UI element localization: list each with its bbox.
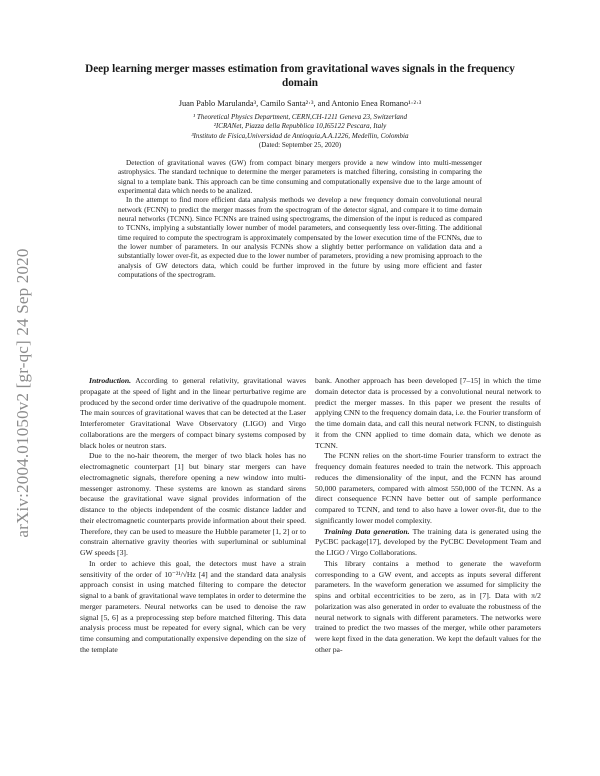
affiliation-antioquia: ³Instituto de Fisica,Universidad de Antioquia,A.A.1226, Medellin, Colombia bbox=[191, 131, 409, 140]
training-data-paragraph bbox=[315, 527, 541, 559]
body-paragraph: The FCNN relies on the short-time Fourier transform to extract the frequency domain features needed to train the network. This approach reduces the dimensionality of the input, and the FCNN has around 50,000 parameters, compared with almost 550,000 of the TCNN. As a direct consequence FCNN have better out of sample performance compared to TCNN, and tend to also have a lower over-fit, due to the significantly lower model complexity. bbox=[315, 451, 541, 525]
arxiv-stamp bbox=[8, 190, 38, 596]
arxiv-stamp-text: arXiv:2004.01050v2 [gr-qc] 24 Sep 2020 bbox=[13, 248, 32, 538]
body-paragraph: bank. Another approach has been developed [7–15] in which the time domain detector data is processed by a convolutional neural network to predict the merger masses. In this paper we present the results of applying CNN to the frequency domain data, i.e. the Fourier transform of the time domain data, and call this neural network FCNN, to distinguish it from the CNN applied to time domain data, which we denote as TCNN. bbox=[315, 376, 541, 450]
dated-line: (Dated: September 25, 2020) bbox=[258, 140, 342, 149]
affiliation-icranet: ²ICRANet, Piazza della Repubblica 10,I65122 Pescara, Italy bbox=[213, 122, 387, 131]
right-column bbox=[315, 376, 541, 656]
affiliation-cern: ¹ Theoretical Physics Department, CERN,CH-1211 Geneva 23, Switzerland bbox=[192, 113, 408, 121]
body-paragraph: This library contains a method to generate the waveform corresponding to a GW event, and accepts as inputs several different parameters. In the waveform generation we assumed for simplicity the spins and orbital eccentricities to be zero, as in [7]. Data with π/2 polarization was also generated in order to evaluate the robustness of the neural network to signals with different parameters. The networks were trained to predict the two masses of the merger, while other parameters were kept fixed in the data generation. We kept the default values for the other pa- bbox=[315, 558, 541, 654]
training-data-text: The training data is generated using the PyCBC package[17], developed by the PyCBC Development Team and the LIGO / Virgo Collaborations. bbox=[315, 526, 541, 557]
introduction-text: According to general relativity, gravitational waves propagate at the speed of light and in the linear perturbative regime are produced by the second order time derivative of the quadrupole moment. The main sources of gravitational waves that can be detected at the Laser Interferometer Gravitational Wave Observatory (LIGO) and Virgo collaborations are the mergers of compact binary systems composed by black holes or neutron stars. bbox=[80, 376, 307, 450]
author-list: Juan Pablo Marulanda³, Camilo Santa²·³, and Antonio Enea Romano¹·²·³ bbox=[178, 99, 422, 108]
introduction-heading: Introduction. bbox=[89, 376, 132, 385]
left-column bbox=[80, 376, 306, 656]
introduction-paragraph bbox=[80, 376, 306, 451]
abstract-paragraph: Detection of gravitational waves (GW) from compact binary mergers provide a new window into multi-messenger astrophysics. The standard technique to determine the merger parameters is matched filtering, consisting in comparing the signal to a template bank. This approach can be time consuming and computationally expensive due to the large amount of experimental data which needs to be analized. bbox=[118, 158, 482, 196]
paper-title: Deep learning merger masses estimation from gravitational waves signals in the frequency domain bbox=[85, 63, 515, 89]
training-data-heading: Training Data generation. bbox=[324, 526, 410, 536]
body-paragraph: Due to the no-hair theorem, the merger of two black holes has no electromagnetic counterpart [1] but binary star mergers can have electromagnetic signals, therefore opening a new window into multi-messenger astronomy. These systems are known as standard sirens because the gravitational wave signal provides information of the distance to the objects independent of the cosmic distance ladder and their electromagnetic counterparts provide information about their speed. Therefore, they can be used to measure the Hubble parameter [1, 2] or to constrain alternative gravity theories with superluminal or subluminal GW speeds [3]. bbox=[80, 451, 306, 557]
affiliations bbox=[70, 113, 530, 150]
body-paragraph: In order to achieve this goal, the detectors must have a strain sensitivity of the order of 10⁻²¹/√Hz [4] and the standard data analysis approach consist in using matched filtering to compare the detector signal to a bank of gravitational wave templates in order to determine the merger parameters. Neural networks can be used to denoise the raw signal [5, 6] as a preprocessing step before matched filtering. This data analysis process must be repeated for every signal, which can be very time consuming and computationally expensive depending on the size of the template bbox=[80, 558, 306, 654]
abstract bbox=[118, 158, 482, 279]
abstract-paragraph: In the attempt to find more efficient data analysis methods we develop a new frequency domain convolutional neural network (FCNN) to predict the merger masses from the spectrogram of the detector signal, and compare it to time domain neural networks (TCNN). Since FCNNs are trained using spectrograms, the dimension of the input is reduced as compared to TCNNs, implying a substantially lower number of model parameters, and consequently less over-fitting. The additional time required to compute the spectrogram is approximately compensated by the lower execution time of the FCNNs, due to the lower number of parameters. In our analysis FCNNs show a slightly better performance on validation data and a substantially lower over-fit, as expected due to the lower number of parameters, providing a new promising approach to the analysis of GW detectors data, which could be further improved in the future by using more efficient and faster computations of the spectrogram. bbox=[118, 195, 482, 280]
